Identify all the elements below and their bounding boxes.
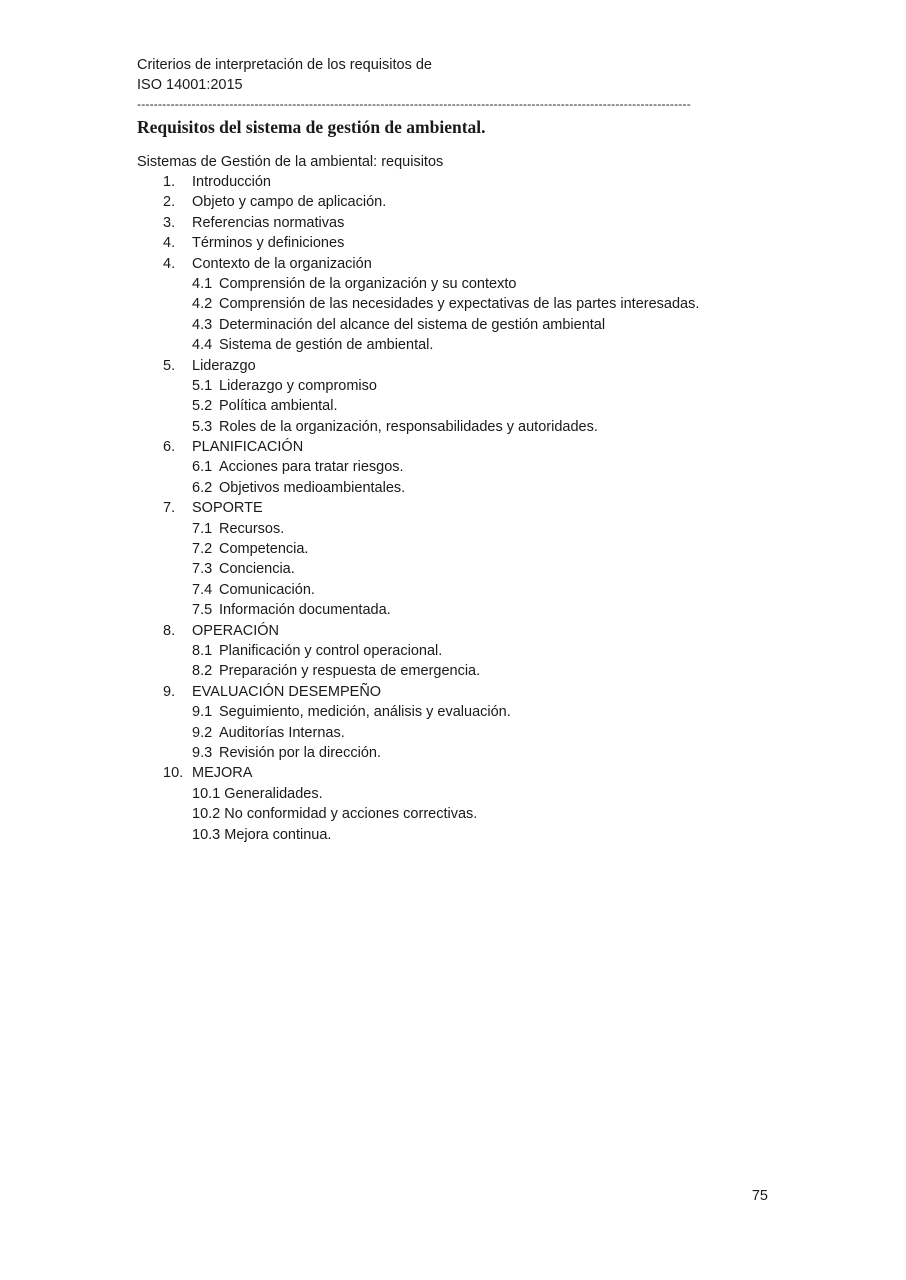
- toc-subsection-entry: [192, 825, 331, 845]
- toc-subsection-number: 9.1: [192, 704, 213, 721]
- toc-section-label: Liderazgo: [192, 357, 256, 374]
- toc-section-number: 5.: [163, 357, 176, 374]
- toc-subsection: [137, 641, 777, 661]
- toc-subsection: [137, 702, 777, 722]
- toc-subsection-number: 4.2: [192, 296, 213, 313]
- toc-section-number: 1.: [163, 174, 176, 190]
- toc-subsection-number: 7.1: [192, 520, 213, 537]
- toc-subsection-number: 8.2: [192, 663, 213, 680]
- toc-subsection-label: No conformidad y acciones correctivas.: [224, 806, 478, 823]
- toc-subsection-entry: [192, 784, 323, 804]
- toc-subsection: [137, 661, 777, 681]
- toc-subsection-number: 5.1: [192, 377, 213, 394]
- toc-section-label: OPERACIÓN: [192, 622, 280, 639]
- toc-subsection: [137, 417, 777, 437]
- toc-subsection-label: Mejora continua.: [224, 826, 332, 843]
- toc-subsection: [137, 457, 777, 477]
- toc-subsection: [137, 600, 777, 620]
- toc-section-label: MEJORA: [192, 765, 253, 782]
- header-divider: ------------------------------------------------------------------------------------------------------------------------------------: [137, 97, 691, 111]
- toc-section-number: 4.: [163, 235, 176, 252]
- toc-subsection-label: Generalidades.: [224, 785, 323, 802]
- toc-section-number: 10.: [163, 765, 184, 782]
- toc-subsection-label: Comunicación.: [219, 581, 315, 598]
- header-line-2: ISO 14001:2015: [137, 77, 243, 93]
- toc-section: [137, 254, 777, 274]
- toc-subsection-number: 10.1: [192, 785, 221, 802]
- toc-subsection: [137, 396, 777, 416]
- toc-subsection: [137, 335, 777, 355]
- toc-section: [137, 763, 777, 783]
- toc-subsection-number: 4.1: [192, 275, 213, 292]
- toc-section-label: Términos y definiciones: [192, 235, 345, 252]
- toc-subsection-label: Política ambiental.: [219, 398, 338, 415]
- toc-subsection: [137, 519, 777, 539]
- toc-subsection-number: 9.3: [192, 744, 213, 761]
- toc-section: [137, 437, 777, 457]
- toc-section-label: Introducción: [192, 174, 271, 190]
- toc-subsection: [137, 294, 777, 314]
- toc-subsection-label: Recursos.: [219, 520, 285, 537]
- toc-subsection-number: 10.3: [192, 826, 221, 843]
- toc-subsection-number: 7.2: [192, 541, 213, 558]
- table-of-contents: [137, 172, 777, 845]
- toc-section: [137, 192, 777, 212]
- toc-subsection: [137, 743, 777, 763]
- toc-section-label: Contexto de la organización: [192, 255, 372, 272]
- toc-subsection-label: Preparación y respuesta de emergencia.: [219, 663, 481, 680]
- toc-subsection-label: Acciones para tratar riesgos.: [219, 459, 404, 476]
- toc-section: [137, 172, 777, 192]
- toc-subsection-label: Seguimiento, medición, análisis y evaluación.: [219, 704, 511, 721]
- toc-section-label: PLANIFICACIÓN: [192, 439, 304, 456]
- toc-subsection-label: Comprensión de la organización y su contexto: [219, 275, 517, 292]
- toc-subsection-number: 8.1: [192, 642, 213, 659]
- toc-subsection-number: 5.2: [192, 398, 213, 415]
- section-title: Requisitos del sistema de gestión de ambiental.: [137, 117, 486, 137]
- toc-subsection: [137, 478, 777, 498]
- toc-section-label: EVALUACIÓN DESEMPEÑO: [192, 683, 382, 700]
- toc-section-number: 9.: [163, 683, 176, 700]
- toc-section-number: 3.: [163, 214, 176, 231]
- toc-subsection-label: Información documentada.: [219, 602, 391, 619]
- toc-subsection: [137, 559, 777, 579]
- toc-subsection-label: Competencia.: [219, 541, 309, 558]
- toc-subsection: [137, 784, 777, 804]
- toc-section-number: 7.: [163, 500, 176, 517]
- toc-subsection-number: 9.2: [192, 724, 213, 741]
- toc-section-number: 8.: [163, 622, 176, 639]
- toc-subsection-label: Sistema de gestión de ambiental.: [219, 337, 434, 354]
- toc-section: [137, 233, 777, 253]
- toc-subsection-label: Liderazgo y compromiso: [219, 377, 377, 394]
- toc-subsection-number: 10.2: [192, 806, 221, 823]
- toc-section-label: SOPORTE: [192, 500, 263, 517]
- toc-section: [137, 621, 777, 641]
- toc-subsection: [137, 274, 777, 294]
- toc-subsection: [137, 804, 777, 824]
- toc-section-number: 6.: [163, 439, 176, 456]
- running-header: [137, 55, 769, 95]
- toc-section-number: 4.: [163, 255, 176, 272]
- toc-section: [137, 356, 777, 376]
- toc-section: [137, 498, 777, 518]
- toc-subsection-label: Comprensión de las necesidades y expectativas de las partes interesadas.: [219, 296, 700, 313]
- toc-subsection-entry: [192, 804, 477, 824]
- toc-section-number: 2.: [163, 194, 176, 211]
- toc-subsection-number: 7.5: [192, 602, 213, 619]
- toc-subsection-number: 6.1: [192, 459, 213, 476]
- toc-subsection-number: 6.2: [192, 479, 213, 496]
- toc-subsection: [137, 580, 777, 600]
- toc-subsection: [137, 539, 777, 559]
- toc-subsection-number: 5.3: [192, 418, 213, 435]
- intro-line: Sistemas de Gestión de la ambiental: requisitos: [137, 154, 444, 170]
- toc-subsection: [137, 376, 777, 396]
- toc-subsection-number: 7.4: [192, 581, 213, 598]
- toc-subsection-label: Auditorías Internas.: [219, 724, 345, 741]
- toc-subsection-label: Revisión por la dirección.: [219, 744, 381, 761]
- toc-subsection: [137, 315, 777, 335]
- page-number: 75: [751, 1188, 768, 1204]
- toc-subsection-label: Determinación del alcance del sistema de gestión ambiental: [219, 316, 606, 333]
- toc-subsection: [137, 825, 777, 845]
- toc-subsection-number: 4.4: [192, 337, 213, 354]
- toc-subsection-number: 7.3: [192, 561, 213, 578]
- toc-subsection-number: 4.3: [192, 316, 213, 333]
- toc-subsection-label: Planificación y control operacional.: [219, 642, 443, 659]
- toc-section-label: Objeto y campo de aplicación.: [192, 194, 387, 211]
- toc-section: [137, 213, 777, 233]
- toc-subsection: [137, 723, 777, 743]
- toc-section: [137, 682, 777, 702]
- toc-subsection-label: Objetivos medioambientales.: [219, 479, 406, 496]
- header-line-1: Criterios de interpretación de los requisitos de: [137, 57, 432, 73]
- toc-subsection-label: Conciencia.: [219, 561, 295, 578]
- toc-section-label: Referencias normativas: [192, 214, 345, 231]
- toc-subsection-label: Roles de la organización, responsabilidades y autoridades.: [219, 418, 598, 435]
